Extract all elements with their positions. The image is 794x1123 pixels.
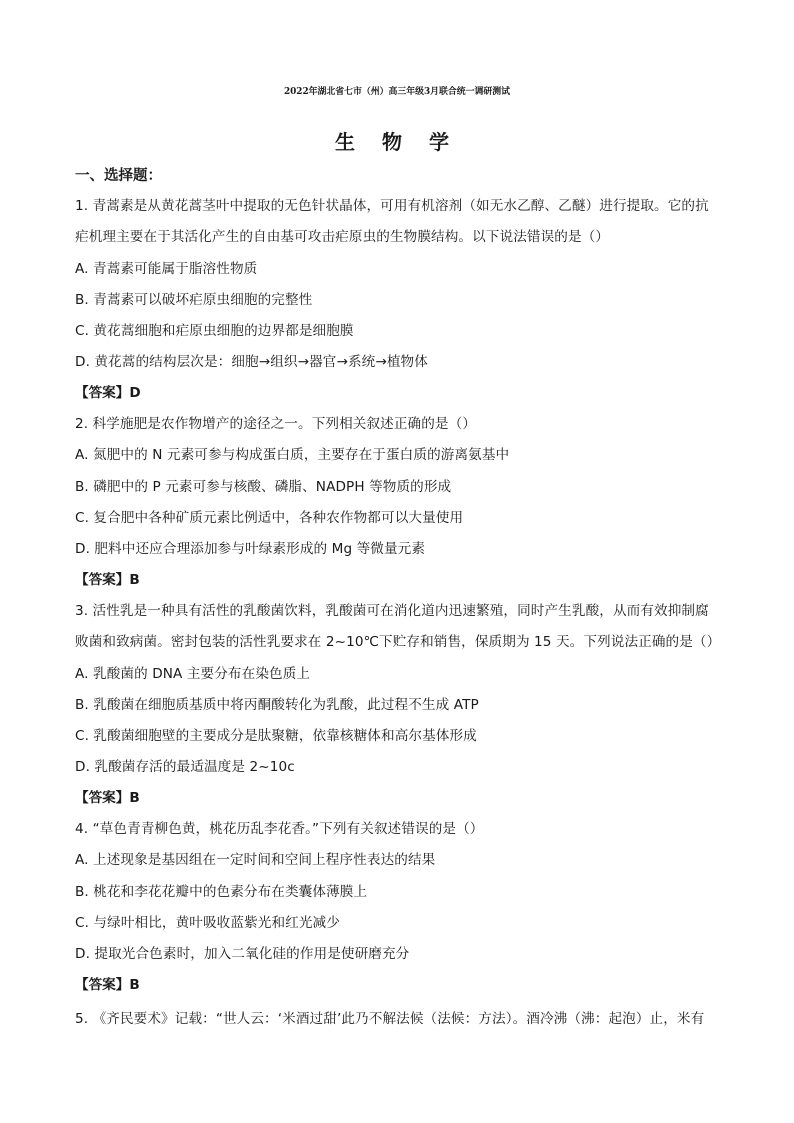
question-5-stem-line-1: 5. 《齐民要术》记载：“世人云：‘米酒过甜’此乃不解法候（法候：方法）。酒冷沸（沸：起泡）止，米有: [75, 1011, 705, 1027]
question-2-stem-line-1: 2. 科学施肥是农作物增产的途径之一。下列相关叙述正确的是（）: [75, 416, 477, 432]
question-3-option-d: D. 乳酸菌存活的最适温度是 2~10c: [75, 759, 295, 775]
question-1-option-a: A. 青蒿素可能属于脂溶性物质: [75, 261, 258, 277]
question-4-option-a: A. 上述现象是基因组在一定时间和空间上程序性表达的结果: [75, 852, 436, 868]
question-1-stem-line-2: 疟机理主要在于其活化产生的自由基可攻击疟原虫的生物膜结构。以下说法错误的是（）: [75, 229, 610, 245]
question-4-answer: 【答案】B: [75, 977, 140, 993]
question-4-option-c: C. 与绿叶相比，黄叶吸收蓝紫光和红光减少: [75, 915, 340, 931]
question-3-stem-line-2: 败菌和致病菌。密封包装的活性乳要求在 2~10℃下贮存和销售，保质期为 15 天。下列说法正确的是（）: [75, 634, 721, 650]
question-2-option-d: D. 肥料中还应合理添加参与叶绿素形成的 Mg 等微量元素: [75, 541, 426, 557]
question-1-option-b: B. 青蒿素可以破坏疟原虫细胞的完整性: [75, 292, 313, 308]
question-3-option-a: A. 乳酸菌的 DNA 主要分布在染色质上: [75, 666, 311, 682]
question-1-stem-line-1: 1. 青蒿素是从黄花蒿茎叶中提取的无色针状晶体，可用有机溶剂（如无水乙醇、乙醚）进行提取。它的抗: [75, 198, 709, 214]
question-3-option-c: C. 乳酸菌细胞壁的主要成分是肽聚糖，依靠核糖体和高尔基体形成: [75, 728, 477, 744]
question-3-answer: 【答案】B: [75, 790, 140, 806]
question-4-option-d: D. 提取光合色素时，加入二氧化硅的作用是使研磨充分: [75, 946, 410, 962]
question-2-option-b: B. 磷肥中的 P 元素可参与核酸、磷脂、NADPH 等物质的形成: [75, 479, 452, 495]
subject-title: 生 物 学: [335, 130, 459, 154]
question-2-option-a: A. 氮肥中的 N 元素可参与构成蛋白质，主要存在于蛋白质的游离氨基中: [75, 447, 510, 463]
question-1-option-c: C. 黄花蒿细胞和疟原虫细胞的边界都是细胞膜: [75, 323, 354, 339]
question-4-stem-line-1: 4. “草色青青柳色黄，桃花历乱李花香。”下列有关叙述错误的是（）: [75, 821, 484, 837]
question-1-answer: 【答案】D: [75, 385, 141, 401]
question-2-option-c: C. 复合肥中各种矿质元素比例适中，各种农作物都可以大量使用: [75, 510, 464, 526]
section-heading: 一、选择题：: [75, 168, 162, 184]
question-3-option-b: B. 乳酸菌在细胞质基质中将丙酮酸转化为乳酸，此过程不生成 ATP: [75, 697, 479, 713]
page-title: 2022年湖北省七市（州）高三年级3月联合统一调研测试: [283, 87, 511, 97]
question-1-option-d: D. 黄花蒿的结构层次是：细胞→组织→器官→系统→植物体: [75, 354, 428, 370]
question-2-answer: 【答案】B: [75, 572, 140, 588]
question-3-stem-line-1: 3. 活性乳是一种具有活性的乳酸菌饮料，乳酸菌可在消化道内迅速繁殖，同时产生乳酸，从而有效抑制腐: [75, 603, 709, 619]
question-4-option-b: B. 桃花和李花花瓣中的色素分布在类囊体薄膜上: [75, 884, 368, 900]
